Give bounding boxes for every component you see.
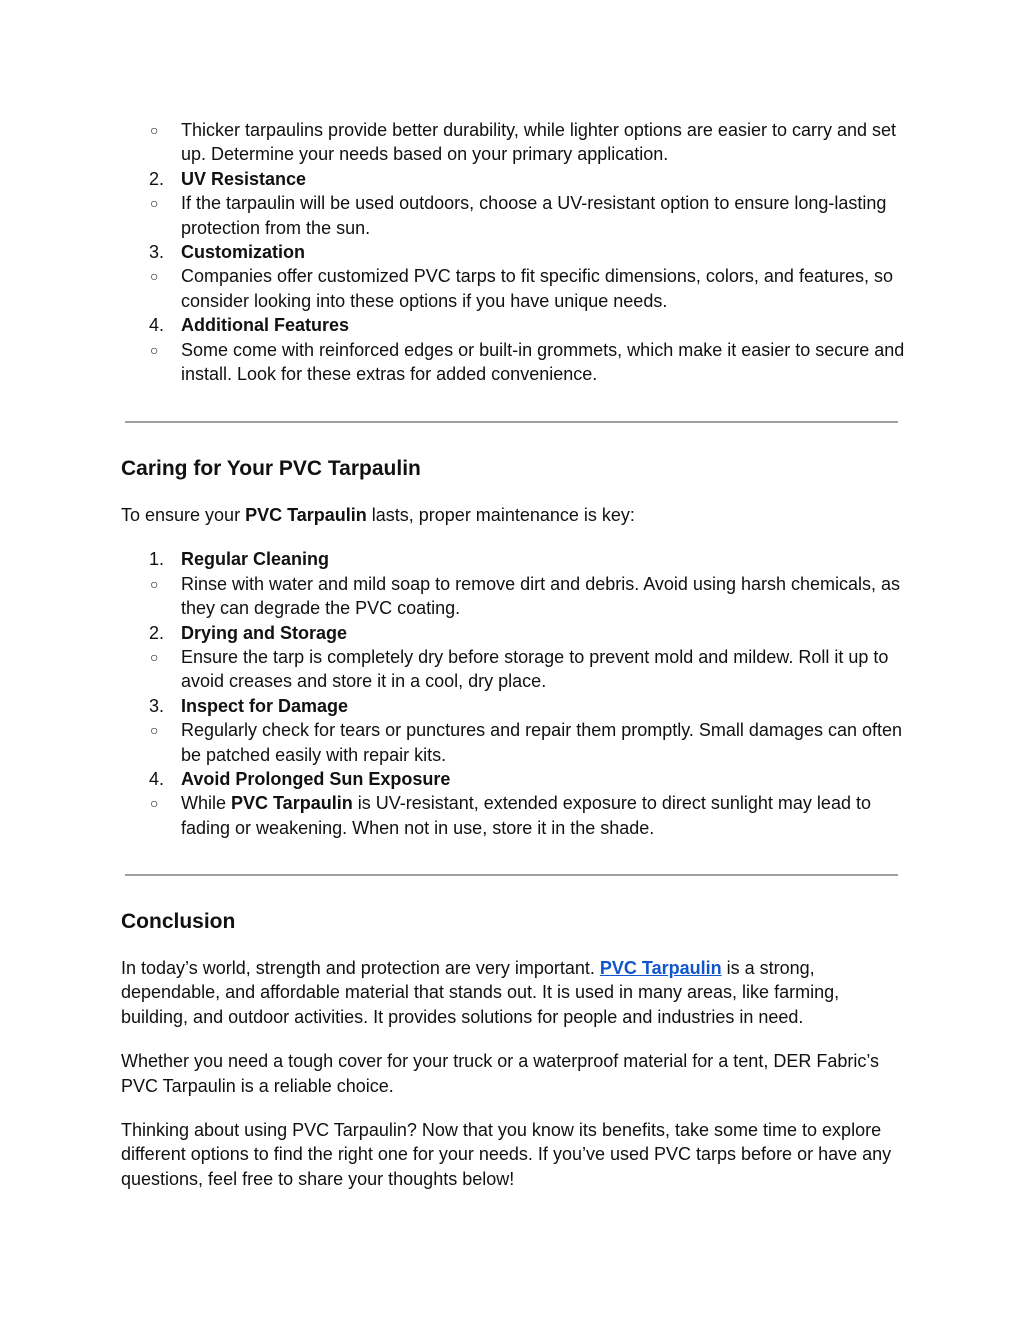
sub-bullet-item: ○ While PVC Tarpaulin is UV-resistant, extended exposure to direct sunlight may lead to fading or weakening. When not in use, store it in the shade.	[150, 793, 871, 838]
section-divider	[125, 421, 898, 423]
circle-bullet-icon: ○	[150, 722, 159, 739]
section-heading: Caring for Your PVC Tarpaulin	[121, 457, 421, 480]
conclusion-paragraph: Whether you need a tough cover for your truck or a waterproof material for a tent, DER Fabric’s PVC Tarpaulin is a reliable choice.	[121, 1051, 880, 1096]
circle-bullet-icon: ○	[150, 795, 159, 812]
sub-bullet-item: ○ Companies offer customized PVC tarps to fit specific dimensions, colors, and features, so consider looking into these options if you have unique needs.	[150, 266, 893, 311]
circle-bullet-icon: ○	[150, 341, 159, 358]
selection-factors-list	[121, 118, 911, 386]
item-title: Drying and Storage	[181, 622, 348, 643]
list-item: 4. Avoid Prolonged Sun Exposure ○ While PVC Tarpaulin is UV-resistant, extended exposure to direct sunlight may lead to fading or weakening. When not in use, store it in the shade.	[121, 767, 911, 840]
item-title: Avoid Prolonged Sun Exposure	[181, 769, 451, 790]
list-item: 3. Inspect for Damage ○ Regularly check for tears or punctures and repair them promptly. Small damages can often be patched easily with repair kits.	[121, 694, 911, 767]
circle-bullet-icon: ○	[150, 122, 159, 138]
sub-bullet-item: ○ Thicker tarpaulins provide better durability, while lighter options are easier to carry and set up. Determine your needs based on your primary application.	[150, 120, 897, 165]
section-heading: Conclusion	[121, 910, 236, 933]
item-title: Inspect for Damage	[181, 695, 349, 716]
conclusion-paragraph: Thinking about using PVC Tarpaulin? Now that you know its benefits, take some time to explore different options to find the right one for your needs. If you’ve used PVC tarps before or have any questions, feel free to share your thoughts below!	[121, 1120, 892, 1189]
list-item	[121, 118, 911, 167]
item-title: Additional Features	[181, 315, 350, 336]
item-title: UV Resistance	[181, 168, 307, 189]
caring-intro: To ensure your PVC Tarpaulin lasts, proper maintenance is key:	[121, 505, 635, 525]
pvc-tarpaulin-link[interactable]: PVC Tarpaulin	[599, 958, 722, 978]
list-item: 2. Drying and Storage ○ Ensure the tarp is completely dry before storage to prevent mold and mildew. Roll it up to avoid creases and store it in a cool, dry place.	[121, 621, 911, 694]
circle-bullet-icon: ○	[150, 575, 159, 592]
list-item: 2. UV Resistance ○ If the tarpaulin will be used outdoors, choose a UV-resistant option to ensure long-lasting protection from the sun.	[121, 167, 911, 240]
list-item: 1. Regular Cleaning ○ Rinse with water and mild soap to remove dirt and debris. Avoid using harsh chemicals, as they can degrade the PVC coating.	[121, 547, 911, 620]
section-divider	[125, 874, 898, 876]
list-item: 4. Additional Features ○ Some come with reinforced edges or built-in grommets, which make it easier to secure and install. Look for these extras for added convenience.	[121, 313, 911, 386]
circle-bullet-icon: ○	[150, 195, 159, 212]
conclusion-paragraph: In today’s world, strength and protection are very important. PVC Tarpaulin is a strong, dependable, and affordable material that stands out. It is used in many areas, like farming, building, and outdoor activities. It provides solutions for people and industries in need.	[121, 958, 840, 1027]
sub-bullet-item: ○ Ensure the tarp is completely dry before storage to prevent mold and mildew. Roll it up to avoid creases and store it in a cool, dry place.	[150, 647, 889, 692]
sub-bullet-item: ○ Some come with reinforced edges or built-in grommets, which make it easier to secure and install. Look for these extras for added convenience.	[150, 339, 905, 385]
conclusion-section	[121, 908, 911, 1191]
sub-bullet-item: ○ Regularly check for tears or punctures and repair them promptly. Small damages can often be patched easily with repair kits.	[150, 720, 903, 765]
sub-bullet-item: ○ If the tarpaulin will be used outdoors, choose a UV-resistant option to ensure long-lasting protection from the sun.	[150, 193, 887, 238]
list-item: 3. Customization ○ Companies offer customized PVC tarps to fit specific dimensions, colors, and features, so consider looking into these options if you have unique needs.	[121, 240, 911, 313]
sub-bullet-item: ○ Rinse with water and mild soap to remove dirt and debris. Avoid using harsh chemicals, as they can degrade the PVC coating.	[150, 573, 901, 619]
circle-bullet-icon: ○	[150, 268, 159, 285]
caring-section	[121, 455, 911, 840]
document-page	[121, 118, 911, 1189]
care-steps-list	[121, 547, 911, 840]
item-title: Customization	[181, 242, 305, 263]
circle-bullet-icon: ○	[150, 649, 159, 666]
item-title: Regular Cleaning	[181, 549, 330, 570]
